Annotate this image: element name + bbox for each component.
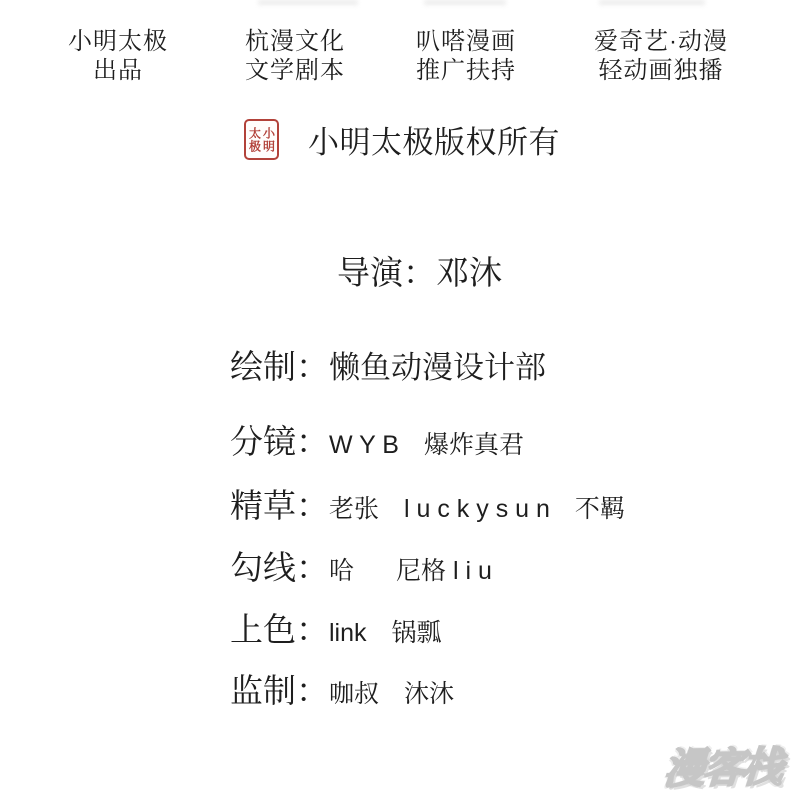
publisher-credit-line: 小明太极	[68, 28, 168, 55]
credit-names	[329, 425, 524, 461]
credit-name: 尼格 l i u	[396, 557, 492, 585]
mankezhan-watermark-logo: 漫客栈	[662, 743, 783, 793]
credit-label: 分镜：	[230, 423, 329, 460]
credit-name: 爆炸真君	[423, 431, 524, 459]
credit-name: 邓沐	[436, 254, 502, 291]
credit-name: link	[329, 619, 367, 647]
credit-names	[329, 489, 625, 525]
credit-row-sketch	[230, 480, 625, 527]
copyright-row	[244, 117, 560, 162]
credit-names	[329, 613, 442, 649]
seal-right-column: 小明	[261, 126, 276, 153]
publisher-credit-line: 叭嗒漫画	[416, 28, 516, 55]
credit-row-draw	[230, 341, 546, 388]
publisher-credit-line: 文学剧本	[245, 57, 345, 84]
copyright-notice: 小明太极版权所有	[308, 125, 560, 160]
credit-name: W Y B	[329, 431, 399, 459]
credit-label: 勾线：	[230, 549, 329, 586]
credit-name: 懒鱼动漫设计部	[329, 350, 546, 385]
publisher-credit-bada	[416, 27, 516, 85]
credit-label: 精草：	[230, 487, 329, 524]
credit-row-coloring	[230, 604, 442, 651]
cropped-logo-remnant	[424, 0, 506, 5]
credit-name: 沐沐	[404, 680, 455, 708]
credit-row-lineart	[230, 542, 492, 589]
publisher-credit-iqiyi	[594, 27, 728, 85]
credit-names	[329, 551, 492, 587]
publisher-credit-line: 出品	[93, 57, 143, 84]
red-seal-stamp-icon	[244, 119, 279, 160]
credit-row-storyboard	[230, 416, 524, 463]
credit-name: 哈	[329, 557, 355, 585]
credit-name: 锅瓢	[391, 619, 442, 647]
credit-row-director	[337, 247, 502, 294]
credit-name: 不羁	[574, 495, 625, 523]
publisher-credit-line: 轻动画独播	[598, 57, 724, 84]
publisher-credit-line: 杭漫文化	[245, 28, 345, 55]
seal-left-column: 太极	[247, 126, 262, 153]
publisher-credit-xiaomingtaiji	[68, 27, 168, 85]
credit-name: 老张	[329, 495, 380, 523]
credit-name: l u c k y s u n	[404, 495, 550, 523]
publisher-credit-line: 爱奇艺·动漫	[594, 28, 728, 55]
credit-label: 绘制：	[230, 348, 329, 385]
credit-label: 导演：	[337, 254, 436, 291]
credit-row-supervisor	[230, 665, 454, 712]
publisher-credit-hangman	[245, 27, 345, 85]
cropped-logo-remnant	[258, 0, 358, 5]
credit-names	[329, 674, 454, 710]
credit-label: 上色：	[230, 611, 329, 648]
credit-name: 咖叔	[329, 680, 380, 708]
publisher-credit-line: 推广扶持	[416, 57, 516, 84]
cropped-logo-remnant	[599, 0, 705, 5]
credit-label: 监制：	[230, 672, 329, 709]
